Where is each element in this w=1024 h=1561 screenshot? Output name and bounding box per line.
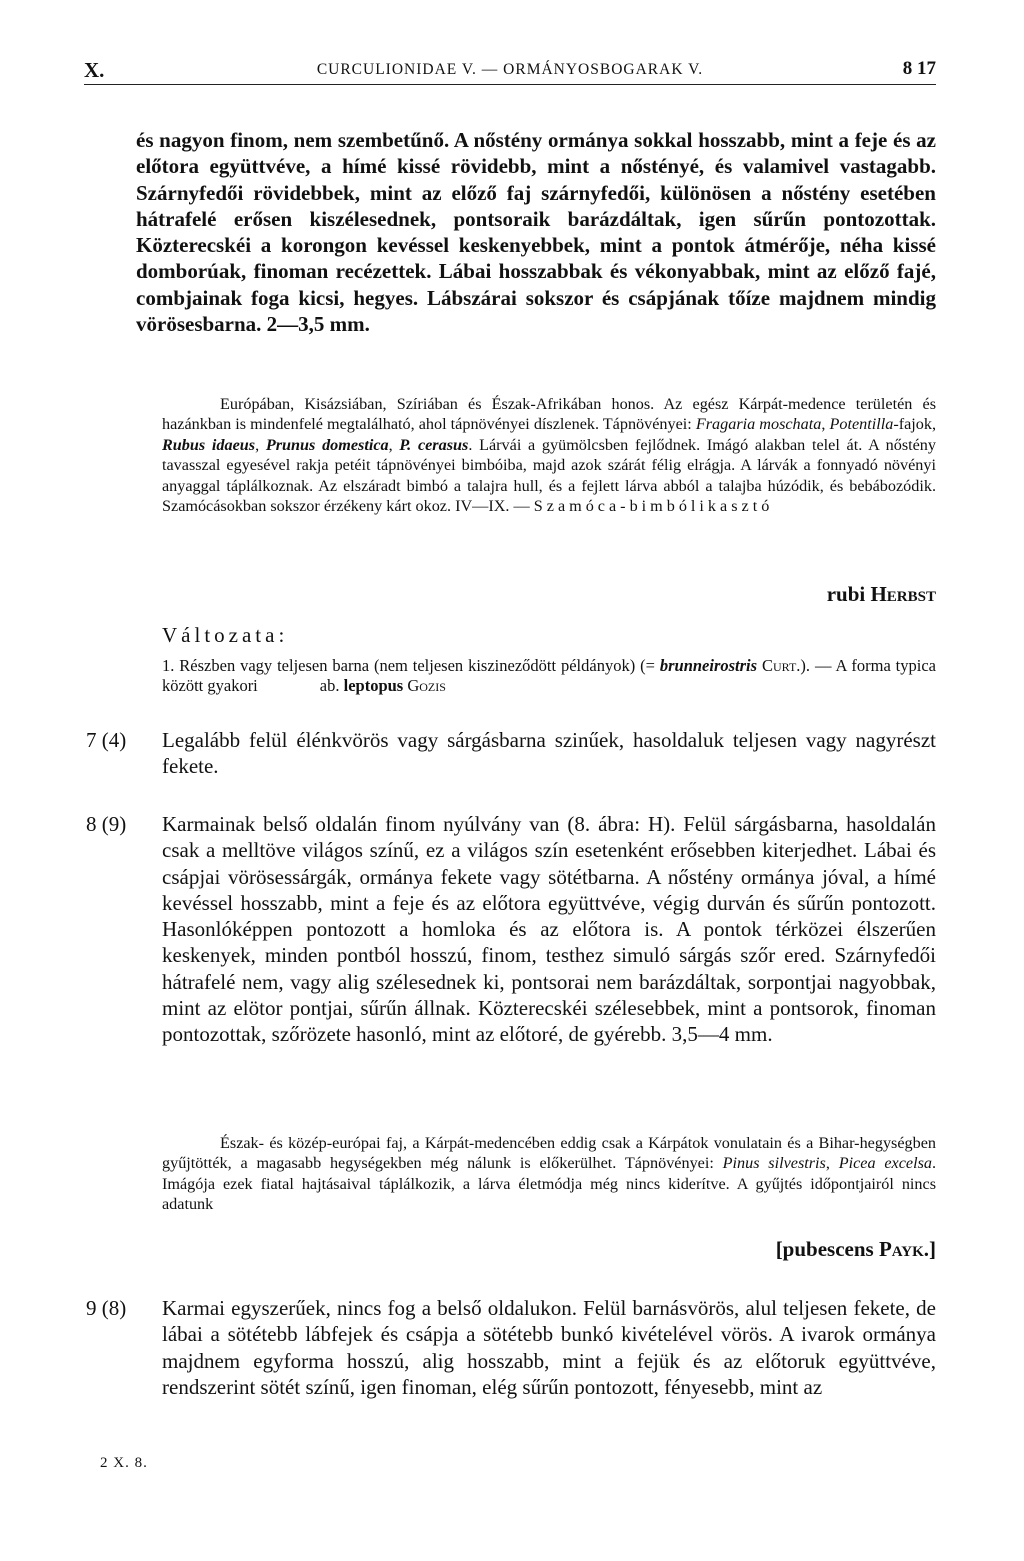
separator: , <box>388 435 400 454</box>
variant-name: leptopus <box>343 676 404 696</box>
couplet-number: 8 (9) <box>86 812 127 836</box>
distribution-paragraph-2 <box>162 1133 936 1215</box>
description-paragraph <box>136 127 936 337</box>
plant-name: Rubus idaeus <box>162 435 256 454</box>
key-couplet-7 <box>84 727 936 783</box>
species-epithet: rubi <box>826 582 866 606</box>
plant-name: Pinus silvestris <box>722 1154 826 1173</box>
variant-text: ). — A forma typica között gyakori <box>162 656 936 696</box>
common-name: Szamóca-bimbólikasztó <box>533 497 774 516</box>
dist1-text: . Lárvái a gyümölcsben fejlődnek. Imágó alakban telel át. A nőstény tavasszal egyesével rakja petéit tápnövényei bimbóiba, majd azok szárát félig elrágja. A lárvák a fonnyadó növényi anyaggal táplálkoznak. Az elszáradt bimbó a talajra hull, és a fejlett lárva abból a talajba húzódik, és bebábozódik. Szamócásokban sokszor érzékeny kárt okoz. IV—IX. — <box>162 435 936 516</box>
species-name-rubi <box>600 582 936 607</box>
separator: , <box>821 415 830 434</box>
species-name-pubescens <box>600 1237 936 1262</box>
volume-number: X. <box>84 58 105 82</box>
dist1-text: -fajok, <box>893 415 937 434</box>
signature-mark: 2 X. 8. <box>100 1455 148 1471</box>
plant-name: P. cerasus <box>399 435 469 454</box>
couplet-text: Legalább felül élénkvörös vagy sárgásbarna szinűek, hasoldaluk teljesen vagy nagyrészt fekete. <box>162 728 936 779</box>
plant-name: Potentilla <box>829 415 894 434</box>
running-title: CURCULIONIDAE V. — ORMÁNYOSBOGARAK V. <box>316 61 704 78</box>
plant-name: Fragaria moschata <box>695 415 822 434</box>
synonym-name: brunneirostris <box>659 656 758 675</box>
dist1-text: Európában, Kisázsiában, Szíriában és Észak-Afrikában honos. Az egész Kárpát-medence területén és hazánkban is mindenfelé megtalálható, ahol tápnövényei díszlenek. Tápnövényei: <box>162 395 936 434</box>
variant-author: Gozis <box>407 676 446 696</box>
description-text: és nagyon finom, nem szembetűnő. A nőstény ormánya sokkal hosszabb, mint a feje és az előtora együttvéve, a hímé kissé rövidebb, mint a nőstényé, és valamivel vastagabb. Szárnyfedői rövidebbek, mint az előző faj szárnyfedői, különösen a nőstény esetében hátrafelé erősen kiszélesednek, pontsoraik barázdáltak, igen sűrűn pontozottak. Közterecskéi a korongon kevéssel keskenyebbek, mint a pontok átmérője, néha kissé domborúak, finoman recézettek. Lábai hosszabbak és vékonyabbak, mint az előző fajé, combjainak foga kicsi, hegyes. Lábszárai sokszor és csápjának tőíze majdnem mindig vörösesbarna. 2—3,5 mm. <box>136 128 936 337</box>
dist2-text: . Imágója ezek fiatal hajtásaival táplálkozik, a lárva életmódja még nincs kiderítve. A gyűjtés időpontjairól nincs adatunk <box>162 1154 937 1214</box>
species-author: Payk.] <box>878 1237 936 1261</box>
separator: , <box>825 1154 839 1173</box>
species-author: Herbst <box>870 582 936 606</box>
couplet-text: Karmai egyszerűek, nincs fog a belső oldalukon. Felül barnásvörös, alul teljesen fekete, de lábai a sötétebb lábfejek és csápja a sötétebb bunkó kivételével vörös. A ivarok ormánya majdnem egyforma hosszú, alig hosszabb, mint a fejük és az előtoruk együttvéve, rendszerint sötét színű, igen finoman, elég sűrűn pontozott, fényesebb, mint az <box>162 1296 936 1399</box>
page-number: 8 17 <box>902 58 936 79</box>
plant-name: Picea excelsa <box>838 1154 932 1173</box>
distribution-paragraph-1 <box>162 394 936 516</box>
ab-marker: ab. <box>319 676 340 696</box>
variants-heading: Változata: <box>162 623 289 647</box>
separator: , <box>255 435 266 454</box>
running-header <box>84 58 936 85</box>
plant-name: Prunus domestica <box>265 435 389 454</box>
dist2-text: Észak- és közép-európai faj, a Kárpát-medencében eddig csak a Kárpátok vonulatain és a Bihar-hegységben gyűjtötték, a magasabb hegységekben még nálunk is előkerülhet. Tápnövényei: <box>162 1134 936 1173</box>
synonym-author: Curt. <box>761 656 801 675</box>
couplet-text: Karmainak belső oldalán finom nyúlvány van (8. ábra: H). Felül sárgásbarna, hasoldalán csak a melltöve világos színű, ez a világos szín esetenként erősebben kiterjedhet. Lábai és csápjai vörösessárgák, ormánya fekete vagy sötétbarna. A nőstény ormánya jóval, a hímé kevéssel hosszabb, mint a feje és az előtora együttvéve, végig durván és sűrűn pontozott. Hasonlóképpen pontozott a homloka és az előtora is. A pontok térközei élszerűen keskenyek, minden pontból hosszú, finom, testhez simuló sárgás szőr ered. Szárnyfedői hátrafelé nem, vagy alig szélesednek ki, pontsorai nem barázdáltak, sorpontjai nagyobbak, mint az elötor pontjai, sűrűn állnak. Közterecskéi szélesebbek, mint a pontsorok, finoman pontozottak, szőrözete hasonló, mint az előtoré, de gyérebb. 3,5—4 mm. <box>162 812 936 1047</box>
variant-text: 1. Részben vagy teljesen barna (nem teljesen kiszineződött példányok) (= <box>162 656 660 675</box>
couplet-number: 7 (4) <box>86 728 127 752</box>
couplet-number: 9 (8) <box>86 1296 127 1320</box>
species-epithet: [pubescens <box>775 1237 874 1261</box>
variant-entry <box>162 656 936 697</box>
